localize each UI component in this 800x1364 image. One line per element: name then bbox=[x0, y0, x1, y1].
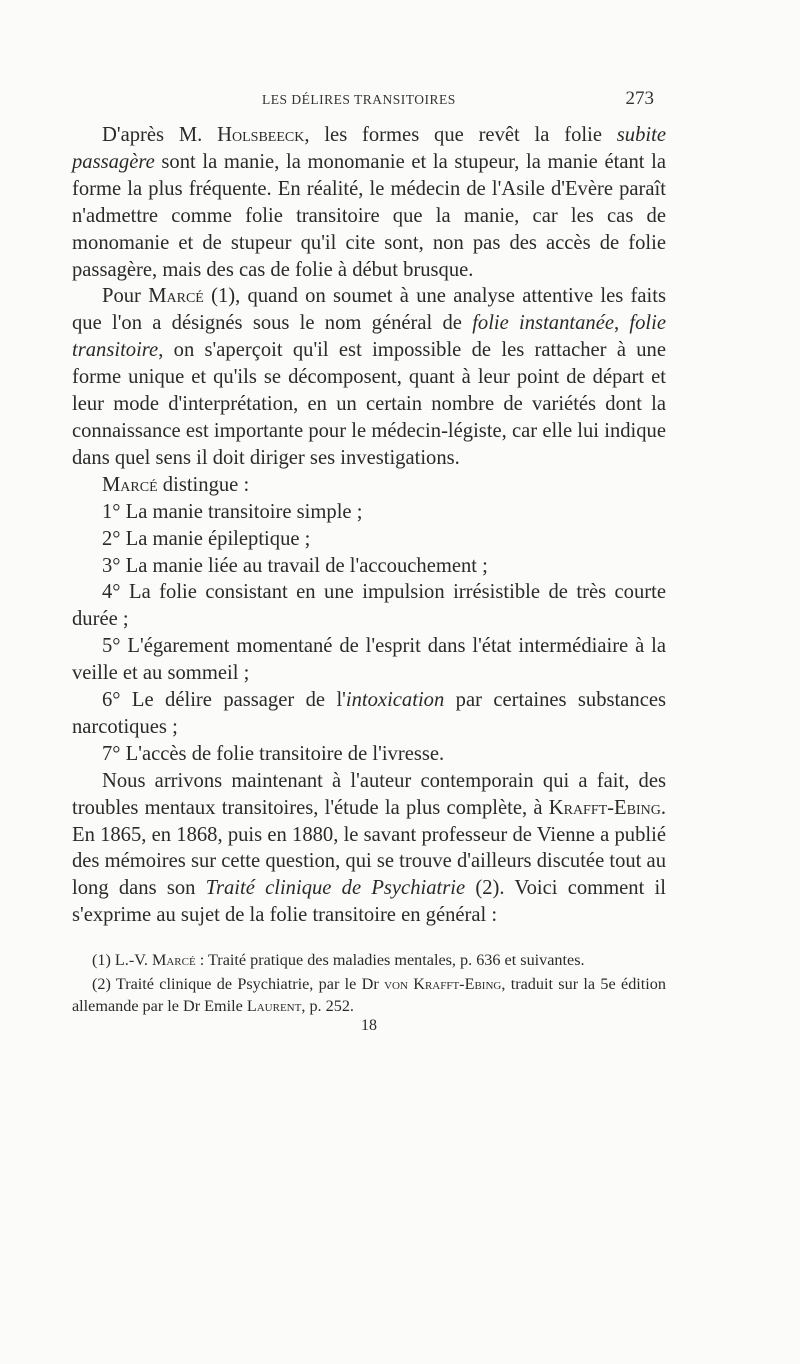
running-header bbox=[72, 88, 666, 116]
list-item: 5° L'égarement momentané de l'esprit dans l'état intermédiaire à la veille et au sommeil ; bbox=[72, 635, 666, 685]
emphasis: Traité clinique de Psychiatrie bbox=[205, 877, 466, 900]
paragraph: D'après M. Holsbeeck, les formes que revêt la folie subite passagère sont la manie, la monomanie et la stupeur, la manie étant la forme la plus fréquente. En réalité, le médecin de l'Asile d'Evère paraît n'admettre comme folie transitoire que la manie, car les cas de monomanie et de stupeur qu'il cite sont, non pas des accès de folie passagère, mais des cas de folie à début brusque. bbox=[72, 124, 666, 281]
list-item: 6° Le délire passager de l'intoxication par certaines substances narcotiques ; bbox=[72, 689, 666, 738]
emphasis: folie transitoire bbox=[72, 312, 666, 362]
paragraph: Nous arrivons maintenant à l'auteur contemporain qui a fait, des troubles mentaux transitoires, l'étude la plus complète, à Krafft-Ebing. En 1865, en 1868, puis en 1880, le savant professeur de Vienne a publié des mémoires sur cette question, qui se trouve d'ailleurs discutée tout au long dans son Traité clinique de Psychiatrie (2). Voici comment il s'exprime au sujet de la folie transitoire en général : bbox=[72, 769, 667, 927]
author-name: Marcé bbox=[102, 473, 158, 496]
emphasis: folie instantanée bbox=[472, 312, 614, 335]
author-name: Laurent bbox=[246, 997, 302, 1016]
author-name: von Krafft-Ebing bbox=[384, 975, 502, 994]
footnote: (1) L.-V. Marcé : Traité pratique des maladies mentales, p. 636 et suivantes. bbox=[92, 951, 585, 970]
author-name: Marcé bbox=[148, 285, 204, 308]
page bbox=[72, 88, 666, 1035]
paragraph: Marcé distingue : bbox=[102, 473, 250, 496]
page-number: 273 bbox=[625, 88, 654, 109]
author-name: Holsbeeck bbox=[217, 124, 305, 146]
signature-mark: 18 bbox=[361, 1017, 377, 1035]
emphasis: intoxication bbox=[345, 689, 445, 712]
list-item: 4° La folie consistant en une impulsion irrésistible de très courte durée ; bbox=[72, 581, 666, 631]
author-name: Marcé bbox=[151, 951, 196, 970]
list-item: 3° La manie liée au travail de l'accouchement ; bbox=[102, 554, 488, 577]
emphasis: subite passagère bbox=[72, 124, 666, 173]
footnotes bbox=[72, 949, 666, 1017]
footnote: (2) Traité clinique de Psychiatrie, par le Dr von Krafft-Ebing, traduit sur la 5e édition allemande par le Dr Emile Laurent, p. 252. bbox=[72, 975, 666, 1016]
paragraph: Pour Marcé (1), quand on soumet à une analyse attentive les faits que l'on a désignés sous le nom général de folie instantanée, folie transitoire, on s'aperçoit qu'il est impossible de les rattacher à une forme unique et qu'ils se décomposent, quant à leur point de départ et leur mode d'interprétation, en un certain nombre de variétés dont la connaissance est importante pour le médecin-légiste, car elle lui indique dans quel sens il doit diriger ses investigations. bbox=[72, 285, 666, 469]
running-title: LES DÉLIRES TRANSITOIRES bbox=[262, 92, 456, 107]
author-name: Krafft-Ebing bbox=[548, 796, 661, 819]
list-item: 1° La manie transitoire simple ; bbox=[102, 500, 363, 523]
body-text bbox=[72, 122, 666, 929]
list-item: 2° La manie épileptique ; bbox=[102, 527, 311, 550]
list-item: 7° L'accès de folie transitoire de l'ivresse. bbox=[102, 742, 445, 765]
